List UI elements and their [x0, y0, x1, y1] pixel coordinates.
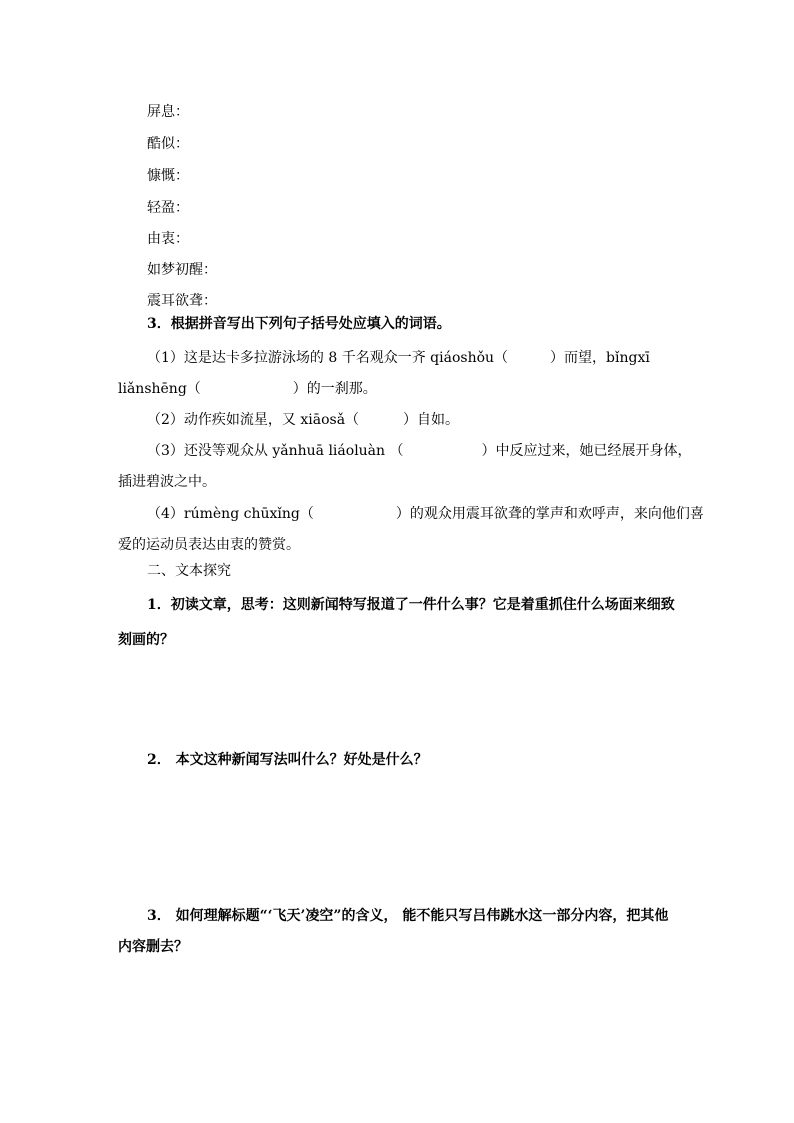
q4-text-a: （4）rúmèng chūxǐng（	[147, 506, 314, 522]
q1-text-c: liǎnshēng（	[118, 381, 201, 397]
explore-question-3-line-2: 内容删去？	[118, 939, 188, 955]
vocab-item-zhenerlong: 震耳欲聋：	[147, 293, 217, 309]
q3-text-b: ）中反应过来，她已经展开身体，	[481, 443, 692, 459]
q3-text-a: （3）还没等观众从 yǎnhuā liáoluàn （	[147, 443, 404, 459]
explore-question-2: 2． 本文这种新闻写法叫什么？好处是什么？	[147, 752, 428, 768]
question-4-line-1	[147, 504, 704, 524]
q1-text-b: ）而望，bǐngxī	[550, 350, 650, 366]
vocab-item-kangkai: 慷慨：	[147, 168, 189, 184]
q1-text-d: ）的一刹那。	[292, 381, 377, 397]
explore-question-1-line-2: 刻画的？	[118, 632, 174, 648]
vocab-item-youzhong: 由衷：	[147, 231, 189, 247]
question-4-line-2: 爱的运动员表达由衷的赞赏。	[118, 537, 300, 553]
question-1-line-2	[118, 379, 377, 399]
q2-text-a: （2）动作疾如流星，又 xiāosǎ（	[147, 412, 360, 428]
vocab-item-qingying: 轻盈：	[147, 200, 189, 216]
explore-question-3-line-1: 3． 如何理解标题“‘飞天’凌空”的含义， 能不能只写吕伟跳水这一部分内容，把其他	[147, 908, 669, 924]
question-2-line-1	[147, 410, 459, 430]
q1-text-a: （1）这是达卡多拉游泳场的 8 千名观众一齐 qiáoshǒu（	[147, 350, 509, 366]
q2-text-b: ）自如。	[403, 412, 460, 428]
question-3-line-2: 插进碧波之中。	[118, 474, 216, 490]
q4-text-b: ）的观众用震耳欲聋的掌声和欢呼声，来向他们喜	[395, 506, 704, 522]
part-2-heading: 二、文本探究	[147, 563, 231, 579]
question-1-line-1	[147, 348, 650, 368]
vocab-item-rumengchuxing: 如梦初醒：	[147, 262, 217, 278]
section-3-title: 3．根据拼音写出下列句子括号处应填入的词语。	[147, 316, 451, 332]
vocab-item-pingxi: 屏息：	[147, 104, 189, 120]
question-3-line-1	[147, 441, 692, 461]
vocab-item-kusi: 酷似：	[147, 136, 189, 152]
explore-question-1-line-1: 1．初读文章，思考：这则新闻特写报道了一件什么事？它是着重抓住什么场面来细致	[147, 597, 675, 613]
